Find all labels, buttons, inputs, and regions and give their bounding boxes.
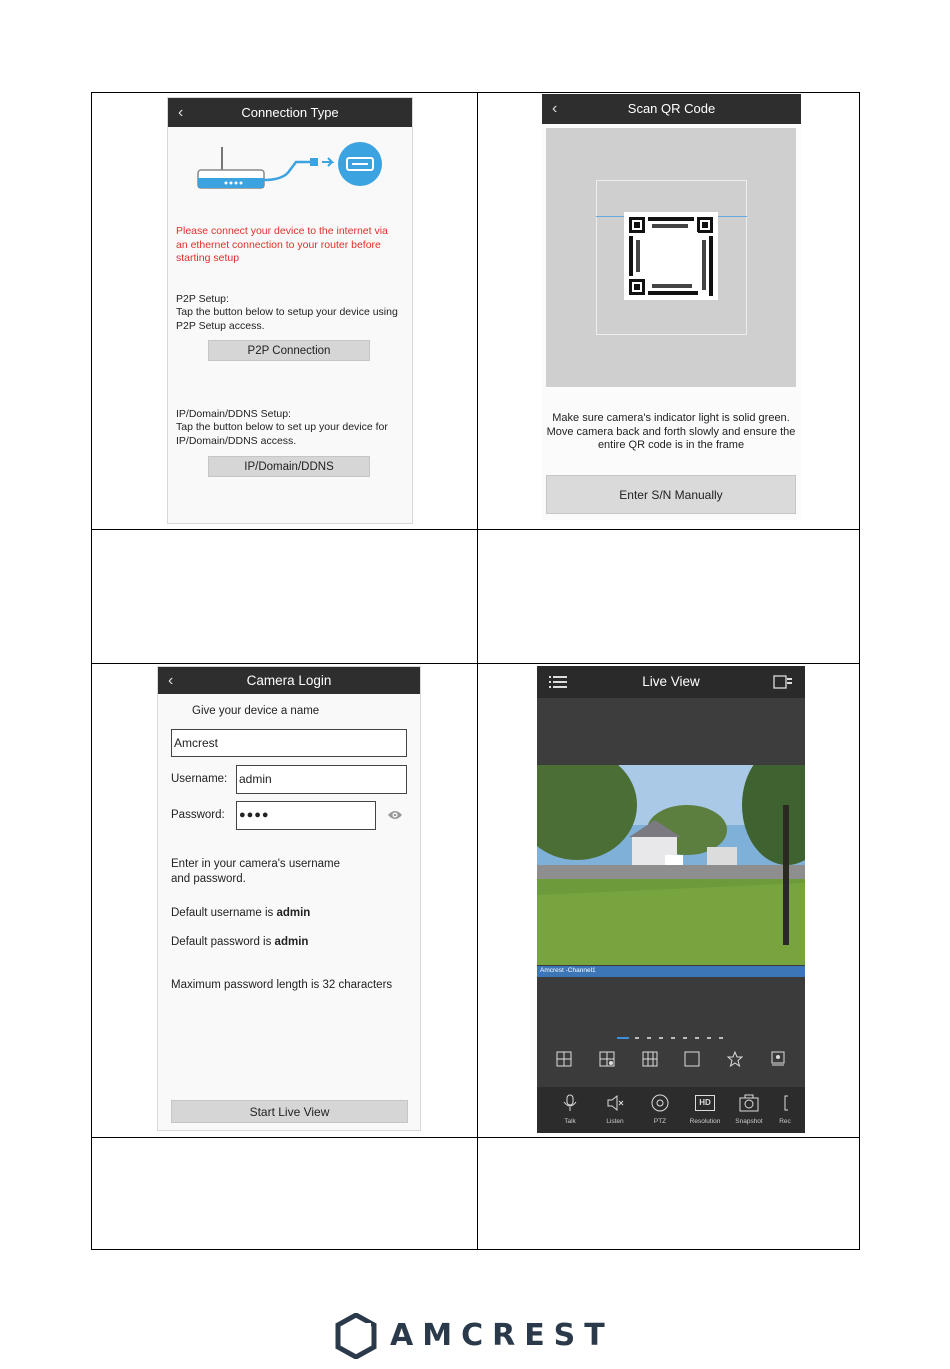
password-field[interactable]: ●●●●: [236, 801, 376, 830]
split-1-layout-icon[interactable]: [556, 1051, 572, 1067]
show-password-eye-icon[interactable]: [387, 809, 403, 821]
split-4-layout-icon[interactable]: [599, 1051, 615, 1067]
amcrest-logo-icon: [335, 1313, 377, 1359]
p2p-connection-button[interactable]: P2P Connection: [208, 340, 370, 361]
live-view-title: Live View: [642, 674, 700, 689]
camera-login-screen: [157, 666, 421, 1131]
device-name-field[interactable]: Amcrest: [171, 729, 407, 757]
split-9-layout-icon[interactable]: [642, 1051, 658, 1067]
screen-layout-icon[interactable]: [773, 674, 793, 690]
listen-label: Listen: [606, 1118, 624, 1125]
talk-label: Talk: [564, 1118, 576, 1125]
table-divider-vertical: [477, 92, 478, 1250]
scan-qr-title: Scan QR Code: [627, 101, 716, 116]
fullscreen-icon[interactable]: [684, 1051, 700, 1067]
router-ethernet-illustration-icon: [192, 142, 392, 202]
connection-warning-text: Please connect your device to the internet via an ethernet connection to your router before starting setup: [176, 225, 388, 264]
default-password-value: admin: [274, 936, 309, 948]
default-username-text: [171, 907, 310, 919]
camera-feed-image[interactable]: [537, 765, 805, 965]
page-indicator: [617, 1036, 727, 1040]
live-view-lower-area: [537, 977, 805, 1087]
connection-type-titlebar: [168, 98, 412, 127]
scan-instructions: Make sure camera's indicator light is solid green. Move camera back and forth slowly and ensure the entire QR code is in the frame: [546, 412, 796, 451]
scan-qr-titlebar: [542, 94, 801, 124]
live-view-screen: [537, 666, 805, 1133]
max-password-length-text: Maximum password length is 32 characters: [171, 979, 393, 991]
live-view-empty-area: [537, 698, 805, 764]
scan-qr-screen: [542, 94, 801, 520]
connection-type-screen: [167, 97, 413, 524]
table-divider-row2: [91, 663, 860, 664]
camera-login-title: Camera Login: [246, 673, 332, 688]
channel-name: Amcrest -Channel1: [540, 967, 596, 974]
table-divider-row3: [91, 1137, 860, 1138]
snapshot-camera-icon[interactable]: [739, 1094, 759, 1112]
ptz-label: PTZ: [653, 1118, 667, 1125]
device-list-icon[interactable]: [770, 1051, 786, 1067]
snapshot-label: Snapshot: [735, 1118, 763, 1125]
record-icon[interactable]: [783, 1094, 793, 1112]
control-bar: [537, 1087, 805, 1133]
ip-domain-ddns-button[interactable]: IP/Domain/DDNS: [208, 456, 370, 477]
default-password-prefix: Default password is: [171, 936, 275, 948]
back-chevron-icon[interactable]: ‹: [168, 672, 174, 689]
p2p-description: Tap the button below to setup your device using P2P Setup access.: [176, 306, 398, 332]
table-divider-row1: [91, 529, 860, 530]
listen-speaker-icon[interactable]: [606, 1094, 624, 1112]
qr-code-icon: [624, 212, 718, 300]
default-username-prefix: Default username is: [171, 907, 277, 919]
login-info-text: Enter in your camera's username and password.: [171, 858, 341, 885]
ip-domain-heading: IP/Domain/DDNS Setup:: [176, 408, 291, 420]
username-field[interactable]: admin: [236, 765, 407, 794]
device-name-label: Give your device a name: [192, 705, 320, 717]
talk-microphone-icon[interactable]: [562, 1094, 578, 1112]
live-view-titlebar: [537, 666, 805, 698]
rec-label: Rec: [779, 1118, 791, 1125]
connection-type-title: Connection Type: [241, 105, 339, 120]
start-live-view-button[interactable]: Start Live View: [171, 1100, 408, 1123]
favorite-star-icon[interactable]: [727, 1051, 743, 1067]
username-label: Username:: [171, 773, 228, 785]
channel-bar[interactable]: [537, 966, 805, 977]
password-label: Password:: [171, 809, 225, 821]
amcrest-brand-name: AMCREST: [390, 1318, 614, 1353]
camera-viewfinder: [546, 128, 796, 387]
p2p-heading: P2P Setup:: [176, 293, 229, 305]
back-chevron-icon[interactable]: ‹: [552, 100, 558, 117]
ptz-control-icon[interactable]: [651, 1094, 669, 1112]
resolution-hd-icon[interactable]: HD: [695, 1095, 715, 1111]
camera-login-titlebar: [158, 667, 420, 694]
back-chevron-icon[interactable]: ‹: [178, 104, 184, 121]
default-password-text: [171, 936, 308, 948]
ip-domain-description: Tap the button below to set up your device for IP/Domain/DDNS access.: [176, 421, 388, 447]
default-username-value: admin: [276, 907, 311, 919]
resolution-label: Resolution: [689, 1118, 721, 1125]
enter-sn-manually-button[interactable]: Enter S/N Manually: [546, 475, 796, 514]
